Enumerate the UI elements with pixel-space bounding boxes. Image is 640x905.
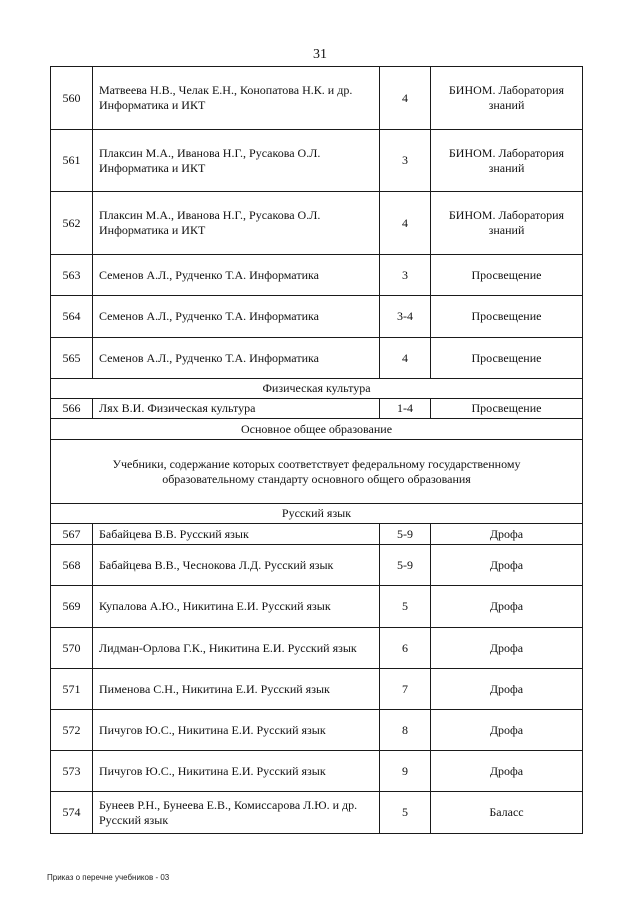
row-publisher: Дрофа — [431, 545, 583, 586]
row-authors-title: Купалова А.Ю., Никитина Е.И. Русский язык — [93, 586, 380, 628]
note-row — [51, 440, 583, 504]
table-row — [51, 296, 583, 338]
table-row — [51, 524, 583, 545]
table-row — [51, 669, 583, 710]
row-authors-title: Лях В.И. Физическая культура — [93, 399, 380, 419]
row-publisher: БИНОМ. Лаборатория знаний — [431, 192, 583, 255]
row-publisher: Дрофа — [431, 710, 583, 751]
section-heading-row — [51, 419, 583, 440]
row-authors-title: Плаксин М.А., Иванова Н.Г., Русакова О.Л. Информатика и ИКТ — [93, 130, 380, 192]
row-authors-title: Лидман-Орлова Г.К., Никитина Е.И. Русский язык — [93, 628, 380, 669]
textbook-table — [50, 66, 583, 834]
table-row — [51, 67, 583, 130]
row-authors-title: Бабайцева В.В., Чеснокова Л.Д. Русский язык — [93, 545, 380, 586]
table-row — [51, 751, 583, 792]
row-publisher: БИНОМ. Лаборатория знаний — [431, 130, 583, 192]
row-number: 568 — [51, 545, 93, 586]
row-grade: 5 — [380, 792, 431, 834]
row-authors-title: Бунеев Р.Н., Бунеева Е.В., Комиссарова Л.Ю. и др. Русский язык — [93, 792, 380, 834]
row-authors-title: Пичугов Ю.С., Никитина Е.И. Русский язык — [93, 710, 380, 751]
section-heading-basic-education: Основное общее образование — [51, 419, 583, 440]
row-grade: 4 — [380, 192, 431, 255]
row-authors-title: Семенов А.Л., Рудченко Т.А. Информатика — [93, 296, 380, 338]
row-publisher: БИНОМ. Лаборатория знаний — [431, 67, 583, 130]
section-heading-row — [51, 504, 583, 524]
row-grade: 9 — [380, 751, 431, 792]
table-row — [51, 192, 583, 255]
row-authors-title: Семенов А.Л., Рудченко Т.А. Информатика — [93, 255, 380, 296]
row-grade: 3-4 — [380, 296, 431, 338]
row-publisher: Просвещение — [431, 296, 583, 338]
table-row — [51, 792, 583, 834]
row-number: 561 — [51, 130, 93, 192]
row-publisher: Баласс — [431, 792, 583, 834]
table-row — [51, 586, 583, 628]
row-number: 571 — [51, 669, 93, 710]
row-number: 569 — [51, 586, 93, 628]
row-number: 567 — [51, 524, 93, 545]
section-heading-row — [51, 379, 583, 399]
row-number: 573 — [51, 751, 93, 792]
table-row — [51, 710, 583, 751]
section-heading-russian: Русский язык — [51, 504, 583, 524]
row-number: 562 — [51, 192, 93, 255]
table-row — [51, 130, 583, 192]
row-grade: 6 — [380, 628, 431, 669]
row-number: 565 — [51, 338, 93, 379]
row-grade: 1-4 — [380, 399, 431, 419]
row-number: 572 — [51, 710, 93, 751]
standard-note: Учебники, содержание которых соответствует федеральному государственному образовательному стандарту основного общего образования — [51, 440, 583, 504]
row-authors-title: Бабайцева В.В. Русский язык — [93, 524, 380, 545]
row-publisher: Дрофа — [431, 628, 583, 669]
row-number: 570 — [51, 628, 93, 669]
row-grade: 5-9 — [380, 545, 431, 586]
table-row — [51, 255, 583, 296]
row-publisher: Просвещение — [431, 399, 583, 419]
row-number: 563 — [51, 255, 93, 296]
section-heading-pe: Физическая культура — [51, 379, 583, 399]
table-row — [51, 628, 583, 669]
row-publisher: Дрофа — [431, 586, 583, 628]
row-publisher: Дрофа — [431, 524, 583, 545]
row-publisher: Просвещение — [431, 255, 583, 296]
row-publisher: Просвещение — [431, 338, 583, 379]
row-authors-title: Семенов А.Л., Рудченко Т.А. Информатика — [93, 338, 380, 379]
row-grade: 7 — [380, 669, 431, 710]
row-authors-title: Пименова С.Н., Никитина Е.И. Русский язык — [93, 669, 380, 710]
row-grade: 4 — [380, 67, 431, 130]
row-publisher: Дрофа — [431, 751, 583, 792]
row-authors-title: Плаксин М.А., Иванова Н.Г., Русакова О.Л. Информатика и ИКТ — [93, 192, 380, 255]
row-grade: 3 — [380, 255, 431, 296]
row-number: 564 — [51, 296, 93, 338]
row-authors-title: Пичугов Ю.С., Никитина Е.И. Русский язык — [93, 751, 380, 792]
row-authors-title: Матвеева Н.В., Челак Е.Н., Конопатова Н.К. и др. Информатика и ИКТ — [93, 67, 380, 130]
row-number: 566 — [51, 399, 93, 419]
row-number: 574 — [51, 792, 93, 834]
row-grade: 3 — [380, 130, 431, 192]
table-row — [51, 399, 583, 419]
row-grade: 5 — [380, 586, 431, 628]
row-grade: 4 — [380, 338, 431, 379]
row-publisher: Дрофа — [431, 669, 583, 710]
row-number: 560 — [51, 67, 93, 130]
table-row — [51, 338, 583, 379]
document-footer: Приказ о перечне учебников - 03 — [47, 873, 170, 882]
row-grade: 8 — [380, 710, 431, 751]
row-grade: 5-9 — [380, 524, 431, 545]
table-row — [51, 545, 583, 586]
page-number: 31 — [313, 47, 327, 62]
